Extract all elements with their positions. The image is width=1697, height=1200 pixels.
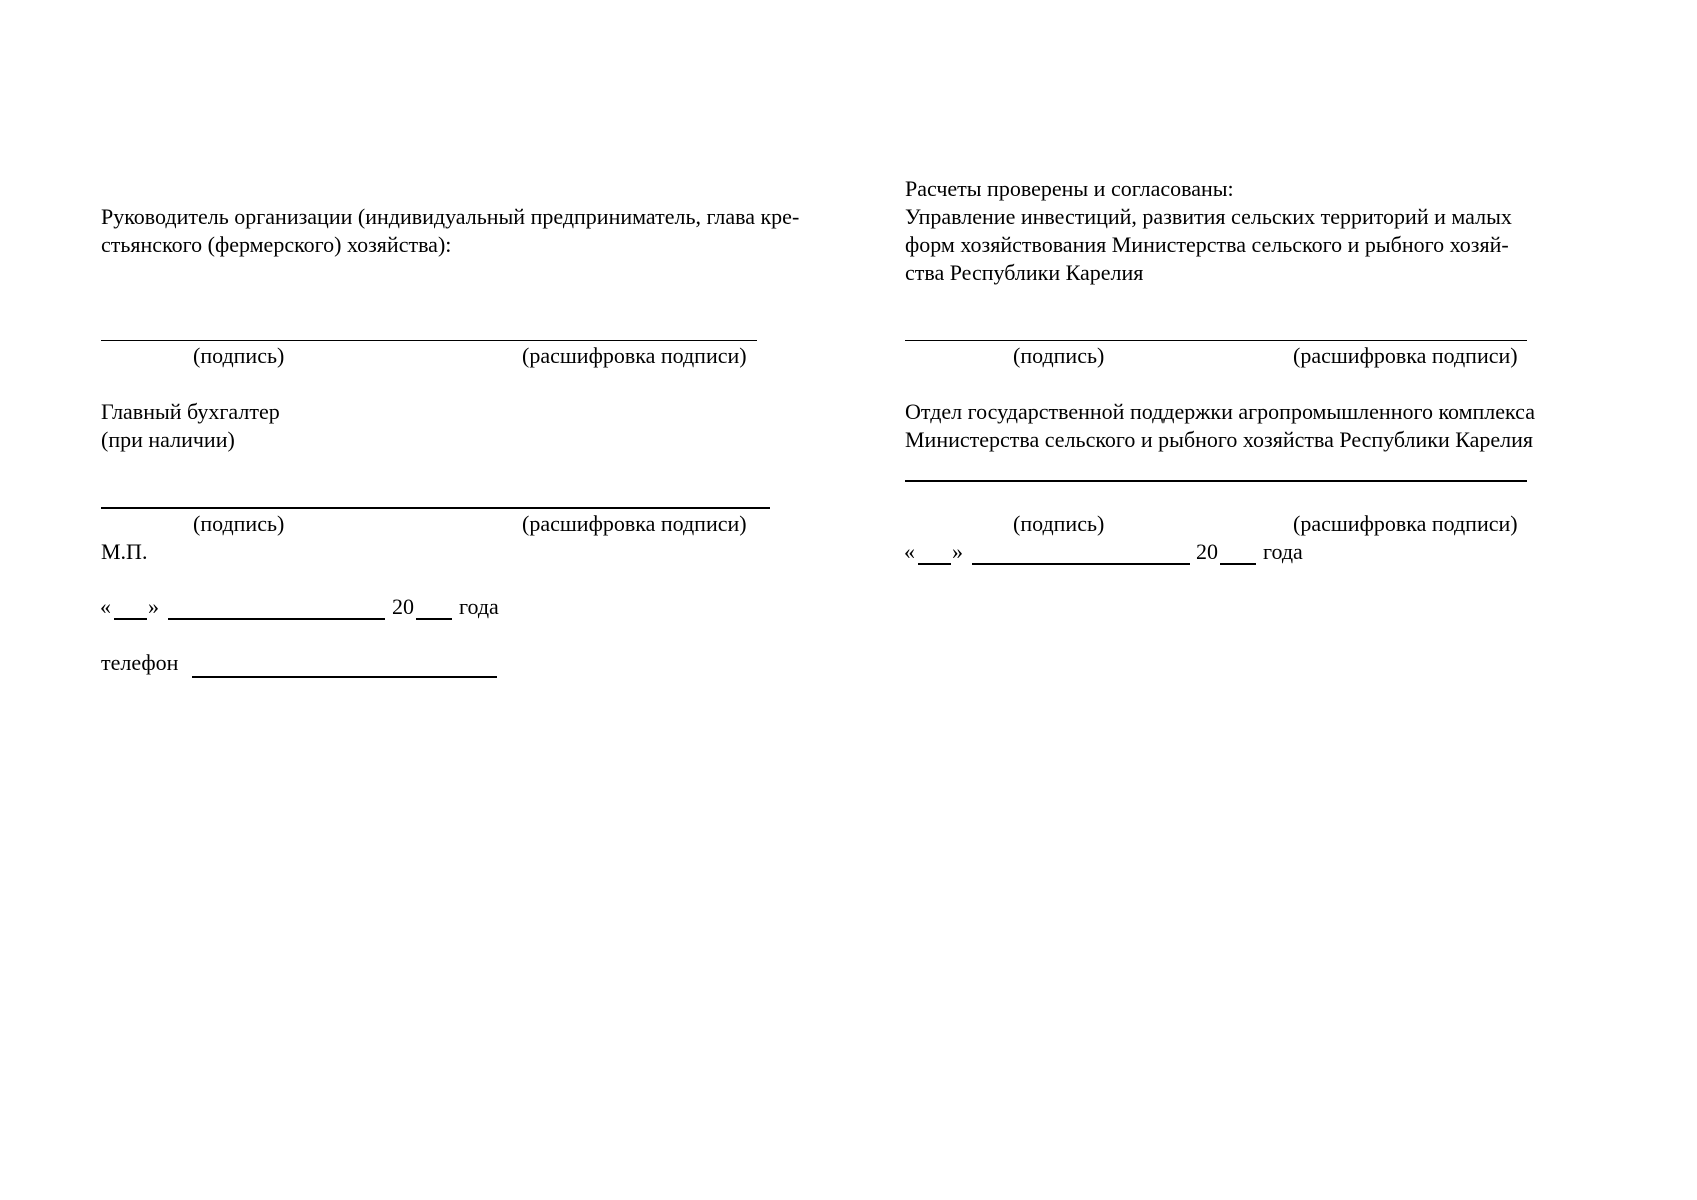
right-date-month-blank[interactable] bbox=[972, 563, 1190, 565]
checked-title: Расчеты проверены и согласованы: bbox=[905, 176, 1234, 201]
left-date-year-prefix: 20 bbox=[392, 594, 414, 619]
right-date-open-quote: « bbox=[904, 539, 915, 564]
right-date-suffix: года bbox=[1263, 539, 1303, 564]
stamp-label: М.П. bbox=[101, 539, 148, 564]
head-signature-line[interactable] bbox=[101, 340, 757, 341]
accountant-signature-line[interactable] bbox=[101, 507, 770, 509]
dept1-line-2: форм хозяйствования Министерства сельского и рыбного хозяй- bbox=[905, 232, 1509, 257]
dept1-signature-line[interactable] bbox=[905, 340, 1527, 341]
right-date-year-blank[interactable] bbox=[1220, 563, 1256, 565]
head-title-line-2: стьянского (фермерского) хозяйства): bbox=[101, 232, 452, 257]
accountant-title-line-2: (при наличии) bbox=[101, 427, 235, 452]
accountant-decode-caption: (расшифровка подписи) bbox=[522, 511, 747, 536]
dept1-signature-caption: (подпись) bbox=[1013, 343, 1105, 368]
dept1-line-3: ства Республики Карелия bbox=[905, 260, 1144, 285]
head-signature-caption: (подпись) bbox=[193, 343, 285, 368]
right-date-close-quote: » bbox=[952, 539, 963, 564]
dept2-decode-caption: (расшифровка подписи) bbox=[1293, 511, 1518, 536]
head-title-line-1: Руководитель организации (индивидуальный предприниматель, глава кре- bbox=[101, 204, 800, 229]
dept2-signature-caption: (подпись) bbox=[1013, 511, 1105, 536]
left-date-month-blank[interactable] bbox=[168, 618, 385, 620]
left-date-suffix: года bbox=[459, 594, 499, 619]
left-date-close-quote: » bbox=[148, 594, 159, 619]
dept1-line-1: Управление инвестиций, развития сельских территорий и малых bbox=[905, 204, 1512, 229]
right-date-day-blank[interactable] bbox=[918, 563, 951, 565]
dept1-decode-caption: (расшифровка подписи) bbox=[1293, 343, 1518, 368]
phone-blank[interactable] bbox=[192, 676, 497, 678]
right-date-year-prefix: 20 bbox=[1196, 539, 1218, 564]
phone-label: телефон bbox=[101, 650, 179, 675]
accountant-signature-caption: (подпись) bbox=[193, 511, 285, 536]
head-decode-caption: (расшифровка подписи) bbox=[522, 343, 747, 368]
accountant-title-line-1: Главный бухгалтер bbox=[101, 399, 280, 424]
dept2-line-1: Отдел государственной поддержки агропромышленного комплекса bbox=[905, 399, 1535, 424]
left-date-year-blank[interactable] bbox=[416, 618, 452, 620]
dept2-line-2: Министерства сельского и рыбного хозяйства Республики Карелия bbox=[905, 427, 1534, 452]
dept2-signature-line[interactable] bbox=[905, 480, 1527, 482]
left-date-day-blank[interactable] bbox=[114, 618, 147, 620]
left-date-open-quote: « bbox=[100, 594, 111, 619]
